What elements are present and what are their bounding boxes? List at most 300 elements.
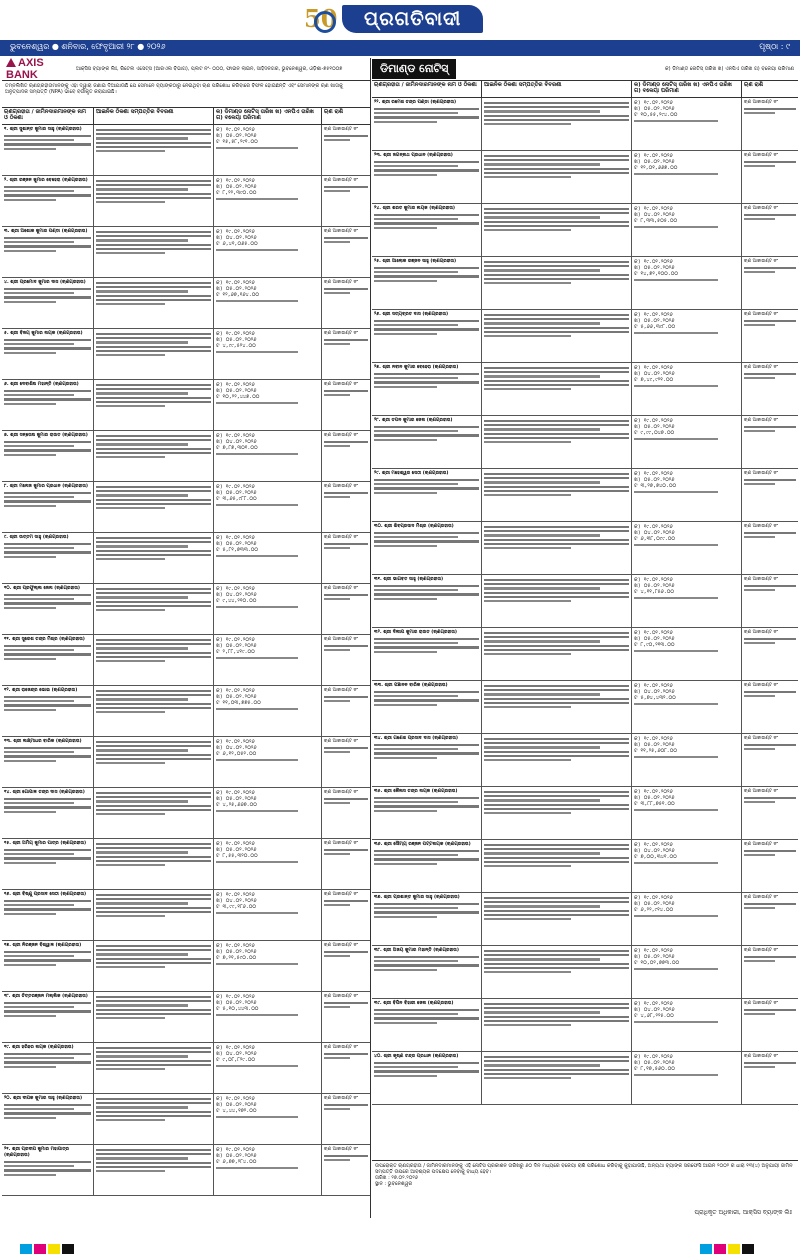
loan-account-label: ଋଣ ଆକାଉଣ୍ଟ ନଂ [324,841,358,846]
property-cell [482,257,632,309]
table-row [2,176,370,227]
due-amount: ଟ ୫,୬୬,୩୯୮.୦୦ [634,324,676,330]
table-row [372,628,798,681]
dates-cell [632,1052,742,1104]
borrower-name: ୫. ଶ୍ରୀ ବିଜୟ କୁମାର ନାୟକ (ଋଣଗ୍ରହୀତା) [4,331,83,336]
loan-account-label: ଋଣ ଆକାଉଣ୍ଟ ନଂ [324,382,358,387]
borrower-cell [2,482,94,532]
borrower-cell [372,999,482,1051]
borrower-name: ୧୨. ଶ୍ରୀ ରାଜେନ୍ଦ୍ର ଭୋଇ (ଋଣଗ୍ରହୀତା) [4,688,78,693]
due-amount: ଟ ୩,୯୯,୧୮୬.୦୦ [216,904,257,910]
borrower-cell [2,584,94,634]
right-header-dates: କ) ଡିମାଣ୍ଡ ନୋଟିସ୍ ତାରିଖ ଖ) ଏନପିଏ ତାରିଖ ଗ) ବକେୟା ପରିମାଣ [664,66,794,72]
table-row [2,482,370,533]
npa-date: ଖ) ୦୪.୦୨.୨୦୨୬ [216,1051,257,1057]
due-amount: ଟ ୮,୨୨,୩୯୦.୦୦ [216,190,257,196]
due-amount: ଟ ୬,୭୭,୨୮୪.୦୦ [216,1159,257,1165]
due-amount: ଟ ୧୧,୦୩,୭୭୫.୦୦ [216,700,261,706]
table-row [372,363,798,416]
dates-cell [632,734,742,786]
loan-cell [322,482,370,532]
header-borrower: ଋଣଗ୍ରହୀତା / ଜାମିନଦାରମାନଙ୍କ ନାମ ଓ ଠିକଣା [2,108,94,124]
npa-date: ଖ) ୦୪.୦୨.୨୦୨୬ [216,235,257,241]
dates-cell [632,681,742,733]
borrower-cell [2,380,94,430]
loan-account-label: ଋଣ ଆକାଉଣ୍ଟ ନଂ [744,100,778,105]
loan-account-label: ଋଣ ଆକାଉଣ୍ଟ ନଂ [744,895,778,900]
color-swatch [20,1244,32,1254]
due-amount: ଟ ୯,୯୯,୦୪୭.୦୦ [634,430,675,436]
notice-date: କ) ୧୯.୦୨.୨୦୨୬ [634,1001,673,1007]
npa-date: ଖ) ୦୫.୦୨.୨୦୨୬ [216,286,257,292]
borrower-name: ୩୭. ଶ୍ରୀ ପ୍ରଶାନ୍ତ କୁମାର ସାହୁ (ଋଣଗ୍ରହୀତା) [374,895,460,900]
property-cell [94,1094,214,1144]
loan-cell [322,125,370,175]
npa-date: ଖ) ୦୫.୦୨.୨୦୨୬ [216,847,257,853]
due-amount: ଟ ୭,୮୭,୩୦୧.୦୦ [216,445,258,451]
notice-date: କ) ୧୯.୦୨.୨୦୨୬ [216,178,255,184]
dates-cell [632,787,742,839]
npa-date: ଖ) ୦୫.୦୨.୨୦୨୬ [634,1060,675,1066]
table-row [372,575,798,628]
notice-date: କ) ୧୯.୦୨.୨୦୨୬ [216,484,255,490]
loan-cell [322,584,370,634]
notice-date: କ) ୧୯.୦୨.୨୦୨୬ [634,789,673,795]
npa-date: ଖ) ୦୪.୦୨.୨୦୨୬ [216,439,257,445]
dates-cell [214,1043,322,1093]
borrower-cell [372,787,482,839]
npa-date: ଖ) ୦୫.୦୨.୨୦୨୬ [216,184,257,190]
due-amount: ଟ ୬,୨୨,୯୧୪.୦୦ [634,907,674,913]
table-row [2,737,370,788]
loan-cell [322,992,370,1042]
table-row [372,522,798,575]
notice-date: କ) ୧୯.୦୨.୨୦୨୬ [634,524,673,530]
notice-date: କ) ୧୯.୦୨.୨୦୨୬ [216,637,255,643]
npa-date: ଖ) ୦୪.୦୨.୨୦୨୬ [634,1007,675,1013]
property-cell [94,278,214,328]
borrower-name: ୨୨. ଶ୍ରୀ ରମେଶ ଚନ୍ଦ୍ର ପଣ୍ଡା (ଋଣଗ୍ରହୀତା) [374,100,457,105]
borrower-name: ୭. ଶ୍ରୀ ସନ୍ତୋଷ କୁମାର ରାଉତ (ଋଣଗ୍ରହୀତା) [4,433,88,438]
table-row [2,380,370,431]
borrower-name: ୯. ଶ୍ରୀ ଉତ୍ତମ ସାହୁ (ଋଣଗ୍ରହୀତା) [4,535,69,540]
borrower-name: ୧୫. ଶ୍ରୀ ଅମିୟ କୁମାର ପାତ୍ର (ଋଣଗ୍ରହୀତା) [4,841,87,846]
due-amount: ଟ ୭,୨୧,୫୯୦.୦୦ [216,955,257,961]
loan-cell [322,278,370,328]
due-amount: ଟ ୭,୦୦,୩୪୧.୦୦ [634,854,677,860]
loan-cell [742,946,798,998]
borrower-cell [2,125,94,175]
borrower-cell [372,522,482,574]
loan-account-label: ଋଣ ଆକାଉଣ୍ଟ ନଂ [744,736,778,741]
dateline-bar [0,40,800,56]
dates-cell [214,431,322,481]
npa-date: ଖ) ୦୫.୦୨.୨୦୨୬ [634,954,675,960]
borrower-name: ୨୫. ଶ୍ରୀ ଆଲୋକ ରଞ୍ଜନ ସାହୁ (ଋଣଗ୍ରହୀତା) [374,259,457,264]
property-cell [94,737,214,787]
table-row [2,1094,370,1145]
borrower-cell [372,1052,482,1104]
footer-text: ଉପରୋକ୍ତ ଋଣଗ୍ରହୀତା / ଜାମିନଦାରମାନଙ୍କୁ ଏହି ନୋଟିସ ପ୍ରକାଶନ ତାରିଖରୁ ୬୦ ଦିନ ମଧ୍ୟରେ ବକେୟା ରାଶି ପରିଶୋଧ କରିବାକୁ କୁହାଯାଉଛି, ଅନ୍ୟଥା ବ୍ୟାଙ୍କ ସରଫେସି ଆଇନ ୨୦୦୨ ର ଧାରା ୧୩(୪) ଅନୁଯାୟୀ ଜାମିନ ସମ୍ପତ୍ତି ଉପରେ ଆବଶ୍ୟକ ପଦକ୍ଷେପ ନେବାକୁ ବାଧ୍ୟ ହେବ। [375,1163,793,1175]
print-color-bar [0,1238,800,1260]
property-cell [94,533,214,583]
loan-account-label: ଋଣ ଆକାଉଣ୍ଟ ନଂ [324,1096,358,1101]
loan-account-label: ଋଣ ଆକାଉଣ୍ଟ ନଂ [744,630,778,635]
borrower-name: ୩୩. ଶ୍ରୀ ପଞ୍ଚାନନ ବାରିକ (ଋଣଗ୍ରହୀତା) [374,683,448,688]
loan-account-label: ଋଣ ଆକାଉଣ୍ଟ ନଂ [744,418,778,423]
dates-cell [632,893,742,945]
notice-date: କ) ୧୯.୦୨.୨୦୨୬ [634,206,673,212]
loan-cell [322,737,370,787]
borrower-cell [372,98,482,150]
anniversary-50-logo [300,2,336,36]
dates-cell [214,1094,322,1144]
loan-cell [742,310,798,362]
npa-date: ଖ) ୦୫.୦୨.୨୦୨୬ [216,541,257,547]
loan-account-label: ଋଣ ଆକାଉଣ୍ଟ ନଂ [324,892,358,897]
due-amount: ଟ ୧୦,୦୨,୭୭୩.୦୦ [634,960,680,966]
dates-cell [632,469,742,521]
loan-account-label: ଋଣ ଆକାଉଣ୍ଟ ନଂ [744,206,778,211]
table-row [2,941,370,992]
loan-account-label: ଋଣ ଆକାଉଣ୍ଟ ନଂ [744,259,778,264]
notice-date: କ) ୧୯.୦୨.୨୦୨୬ [634,948,673,954]
color-swatch [714,1244,726,1254]
npa-date: ଖ) ୦୫.୦୨.୨୦୨୬ [216,643,257,649]
due-amount: ଟ ୮,୯୦,୨୧୩.୦୦ [634,642,675,648]
borrower-name: ୧୮. ଶ୍ରୀ ଚିତ୍ତରଞ୍ଜନ ମଲ୍ଲିକ (ଋଣଗ୍ରହୀତା) [4,994,88,999]
loan-account-label: ଋଣ ଆକାଉଣ୍ଟ ନଂ [744,153,778,158]
loan-cell [742,734,798,786]
table-row [372,946,798,999]
table-row [372,999,798,1052]
dates-cell [214,482,322,532]
table-row [372,681,798,734]
dates-cell [632,946,742,998]
due-amount: ଟ ୧୧,୨୫,୬୦୮.୦୦ [634,748,677,754]
header-loan: ଋଣ ରାଶି [324,109,343,115]
npa-date: ଖ) ୦୫.୦୨.୨୦୨୬ [634,795,675,801]
borrower-cell [372,469,482,521]
borrower-cell [2,431,94,481]
npa-date: ଖ) ୦୪.୦୨.୨୦୨୬ [634,530,675,536]
notice-date: କ) ୧୯.୦୨.୨୦୨୬ [634,1054,673,1060]
color-swatch [48,1244,60,1254]
header-dates: କ) ଡିମାଣ୍ଡ ନୋଟିସ୍ ତାରିଖ ଖ) ଏନପିଏ ତାରିଖ ଗ) ବକେୟା ପରିମାଣ [214,108,322,124]
table-row [2,890,370,941]
dates-cell [214,839,322,889]
borrower-name: ୧୯. ଶ୍ରୀ ହରିହର ନାୟକ (ଋଣଗ୍ରହୀତା) [4,1045,74,1050]
property-cell [94,1043,214,1093]
right-header-borrower: ଋଣଗ୍ରହୀତା / ଜାମିନଦାରମାନଙ୍କ ନାମ ଓ ଠିକଣା [372,81,482,97]
dates-cell [632,257,742,309]
loan-cell [742,999,798,1051]
due-amount: ଟ ୧୨,୦୧,୬୬୭.୦୦ [634,165,678,171]
dates-cell [214,890,322,940]
loan-account-label: ଋଣ ଆକାଉଣ୍ଟ ନଂ [324,178,358,183]
due-amount: ଟ ୧୫,୫୮,୨୯୧.୦୦ [216,139,258,145]
loan-cell [322,1043,370,1093]
npa-date: ଖ) ୦୫.୦୨.୨୦୨୬ [634,265,675,271]
borrower-name: ୨୪. ଶ୍ରୀ ଶରତ କୁମାର ନାୟକ (ଋଣଗ୍ରହୀତା) [374,206,456,211]
notice-date: କ) ୧୯.୦୨.୨୦୨୬ [216,892,255,898]
notice-date: କ) ୧୯.୦୨.୨୦୨୬ [634,630,673,636]
property-cell [94,584,214,634]
due-amount: ଟ ୩,୬୫,୯୮୮.୦୦ [216,496,257,502]
dates-cell [214,278,322,328]
borrower-name: ୨୧. ଶ୍ରୀ ପ୍ରଦୀପ କୁମାର ମହାପାତ୍ର (ଋଣଗ୍ରହୀତା) [4,1147,70,1158]
due-amount: ଟ ୧୪,୭୨,୧୦୦.୦୦ [634,271,678,277]
dates-cell [214,1145,322,1195]
npa-date: ଖ) ୦୪.୦୨.୨୦୨୬ [634,848,675,854]
table-row [2,635,370,686]
dates-cell [214,176,322,226]
dateline: ଭୁବନେଶ୍ୱର ● ଶନିବାର, ଫେବୃଆରୀ ୨୮ ● ୨୦୨୬ [10,42,166,51]
loan-account-label: ଋଣ ଆକାଉଣ୍ଟ ନଂ [744,577,778,582]
loan-account-label: ଋଣ ଆକାଉଣ୍ଟ ନଂ [324,484,358,489]
newspaper-title: ପ୍ରଗତିବାଦୀ [342,5,483,33]
borrower-name: ୪. ଶ୍ରୀ ପ୍ରମୋଦ କୁମାର ଦାସ (ଋଣଗ୍ରହୀତା) [4,280,86,285]
dates-cell [632,416,742,468]
property-cell [482,151,632,203]
right-table-body [372,98,798,1105]
loan-cell [742,522,798,574]
dates-cell [214,737,322,787]
borrower-name: ୧୧. ଶ୍ରୀ ସୁରେଶ ଚନ୍ଦ୍ର ମିଶ୍ର (ଋଣଗ୍ରହୀତା) [4,637,85,642]
borrower-cell [372,893,482,945]
dates-cell [214,125,322,175]
loan-cell [742,151,798,203]
loan-account-label: ଋଣ ଆକାଉଣ୍ଟ ନଂ [324,229,358,234]
property-cell [94,1145,214,1195]
bank-address: ଆକ୍ସିସ ବ୍ୟାଙ୍କ ଲିଃ, ରିଟେଲ ଏସେଟ୍ସ (ଆରଏଲ ବିଭାଗ), ପ୍ଲଟ ନଂ- ୦୦୦, ଫାଇନ ଲାଇନ, ସାହିଦନଗର, ଭୁବନେଶ୍ୱର, ଓଡ଼ିଶା-୭୫୧୦୦୭ [76,66,343,72]
loan-cell [322,635,370,685]
npa-date: ଖ) ୦୪.୦୨.୨୦୨୬ [634,689,675,695]
loan-cell [322,1094,370,1144]
right-header-dates2: କ) ଡିମାଣ୍ଡ ନୋଟିସ୍ ତାରିଖ ଖ) ଏନପିଏ ତାରିଖ ଗ) ବକେୟା ପରିମାଣ [632,81,742,97]
loan-cell [322,686,370,736]
right-header-property: ଆଇନିକ ଠିକଣା ସମ୍ପତ୍ତିର ବିବରଣୀ [482,81,632,97]
dates-cell [214,227,322,277]
borrower-name: ୩୨. ଶ୍ରୀ ଦିଲୀପ କୁମାର ରାଉତ (ଋଣଗ୍ରହୀତା) [374,630,457,635]
dates-cell [214,584,322,634]
table-row [372,787,798,840]
borrower-cell [2,992,94,1042]
notice-date: କ) ୧୯.୦୨.୨୦୨୬ [216,994,255,1000]
due-amount: ଟ ୬,୩୮,୦୯୯.୦୦ [634,536,676,542]
notice-date: କ) ୧୯.୦୨.୨୦୨୬ [216,229,255,235]
notice-date: କ) ୧୯.୦୨.୨୦୨୬ [216,1096,255,1102]
property-cell [482,946,632,998]
npa-date: ଖ) ୦୫.୦୨.୨୦୨୬ [216,1000,257,1006]
borrower-name: ୨. ଶ୍ରୀ ରଞ୍ଜନ କୁମାର ବେହେରା (ଋଣଗ୍ରହୀତା) [4,178,88,183]
borrower-cell [372,310,482,362]
due-amount: ଟ ୩,୮୮,୭୫୧.୦୦ [634,801,675,807]
bank-header [2,58,370,81]
notice-date: କ) ୧୯.୦୨.୨୦୨୬ [634,842,673,848]
npa-date: ଖ) ୦୫.୦୨.୨୦୨୬ [634,106,675,112]
due-amount: ଟ ୪,୯୯,୫୨୪.୦୦ [216,343,256,349]
right-column [372,58,798,1218]
property-cell [94,380,214,430]
npa-date: ଖ) ୦୫.୦୨.୨୦୨୬ [216,337,257,343]
anniversary-number: 50 [304,4,338,33]
property-cell [482,575,632,627]
footer-date: ତାରିଖ : ୨୭.୦୨.୨୦୨୬ [375,1175,418,1181]
dates-cell [632,999,742,1051]
dates-cell [214,941,322,991]
loan-cell [322,788,370,838]
dates-cell [632,98,742,150]
table-row [372,469,798,522]
due-amount: ଟ ୧୦,୫୫,୨୯୪.୦୦ [634,112,678,118]
table-row [372,734,798,787]
property-cell [94,992,214,1042]
borrower-cell [372,840,482,892]
loan-account-label: ଋଣ ଆକାଉଣ୍ଟ ନଂ [324,127,358,132]
due-amount: ଟ ୭,୪୯,୯୨୧.୦୦ [634,377,674,383]
color-swatch [700,1244,712,1254]
dates-cell [214,329,322,379]
loan-cell [322,431,370,481]
loan-account-label: ଋଣ ଆକାଉଣ୍ଟ ନଂ [324,790,358,795]
borrower-cell [372,257,482,309]
table-row [2,431,370,482]
borrower-cell [2,941,94,991]
table-row [2,278,370,329]
borrower-cell [372,416,482,468]
loan-account-label: ଋଣ ଆକାଉଣ୍ଟ ନଂ [744,1001,778,1006]
table-row [372,204,798,257]
due-amount: ଟ ୩,୨୭,୭୪୦.୦୦ [634,483,677,489]
due-amount: ଟ ୯,୪୪,୨୧୦.୦୦ [216,598,257,604]
npa-date: ଖ) ୦୫.୦୨.୨୦୨୬ [634,159,675,165]
notice-date: କ) ୧୯.୦୨.୨୦୨୬ [634,471,673,477]
notice-date: କ) ୧୯.୦୨.୨୦୨୬ [216,841,255,847]
loan-cell [742,416,798,468]
property-cell [482,893,632,945]
notice-date: କ) ୧୯.୦୨.୨୦୨୬ [634,153,673,159]
notice-date: କ) ୧୯.୦୨.୨୦୨୬ [216,433,255,439]
page-number: ପୃଷ୍ଠା : ୯ [759,42,790,51]
footer-place: ସ୍ଥାନ : ଭୁବନେଶ୍ୱର [375,1181,413,1187]
property-cell [482,98,632,150]
notice-date: କ) ୧୯.୦୨.୨୦୨୬ [634,577,673,583]
property-cell [94,941,214,991]
npa-date: ଖ) ୦୫.୦୨.୨୦୨୬ [634,636,675,642]
borrower-name: ୧୭. ଶ୍ରୀ ନିରଞ୍ଜନ ବିଶ୍ୱାଳ (ଋଣଗ୍ରହୀତା) [4,943,82,948]
property-cell [94,227,214,277]
table-header [2,108,370,125]
loan-cell [322,533,370,583]
left-table-body [2,125,370,1196]
property-cell [482,416,632,468]
borrower-cell [372,946,482,998]
property-cell [94,686,214,736]
table-row [2,227,370,278]
axis-bank-logo: AXIS BANK [6,57,44,81]
due-amount: ଟ ୬,୧୨,୦୫୨.୦୦ [216,751,257,757]
property-cell [94,839,214,889]
notice-date: କ) ୧୯.୦୨.୨୦୨୬ [634,683,673,689]
footer-signature: ପ୍ରାଧିକୃତ ଅଧିକାରୀ, ଆକ୍ସିସ ବ୍ୟାଙ୍କ ଲିଃ [694,1209,792,1216]
due-amount: ଟ ୮,୩୩,୫୦୫.୦୦ [634,218,678,224]
due-amount: ଟ ୯,୦୮,୮୨୯.୦୦ [216,1057,256,1063]
borrower-name: ୨୮. ଶ୍ରୀ ତପନ କୁମାର ଜେନା (ଋଣଗ୍ରହୀତା) [374,418,453,423]
loan-cell [742,787,798,839]
notice-date: କ) ୧୯.୦୨.୨୦୨୬ [216,280,255,286]
loan-account-label: ଋଣ ଆକାଉଣ୍ଟ ନଂ [744,842,778,847]
borrower-name: ୧୬. ଶ୍ରୀ ବିଷ୍ଣୁ ପ୍ରସାଦ ସେଠୀ (ଋଣଗ୍ରହୀତା) [4,892,87,897]
due-amount: ଟ ୫,୧୦,୪୪୩.୦୦ [216,1006,259,1012]
table-row [372,257,798,310]
npa-date: ଖ) ୦୪.୦୨.୨୦୨୬ [634,212,675,218]
loan-account-label: ଋଣ ଆକାଉଣ୍ଟ ନଂ [744,948,778,953]
loan-cell [742,98,798,150]
borrower-name: ୩୧. ଶ୍ରୀ ଭାଗବତ ସାହୁ (ଋଣଗ୍ରହୀତା) [374,577,444,582]
table-row [2,788,370,839]
property-cell [482,204,632,256]
property-cell [482,681,632,733]
due-amount: ଟ ୧୨,୬୭,୧୬୪.୦୦ [216,292,259,298]
npa-date: ଖ) ୦୪.୦୨.୨୦୨୬ [216,745,257,751]
borrower-name: ୨୯. ଶ୍ରୀ ମହେଶ୍ୱର ସେଠୀ (ଋଣଗ୍ରହୀତା) [374,471,449,476]
borrower-name: ୩୯. ଶ୍ରୀ ବିପିନ ବିହାରୀ ଜେନା (ଋଣଗ୍ରହୀତା) [374,1001,454,1006]
table-row [372,151,798,204]
property-cell [94,482,214,532]
dates-cell [214,686,322,736]
table-row [2,1043,370,1094]
notice-date: କ) ୧୯.୦୨.୨୦୨୬ [216,790,255,796]
notice-date: କ) ୧୯.୦୨.୨୦୨୬ [216,127,255,133]
borrower-cell [372,151,482,203]
dates-cell [632,840,742,892]
property-cell [482,840,632,892]
borrower-name: ୩୦. ଶ୍ରୀ ଶିବପ୍ରସାଦ ମିଶ୍ର (ଋଣଗ୍ରହୀତା) [374,524,454,529]
due-amount: ଟ ୫,୮୧,୭୩୩.୦୦ [216,547,259,553]
notice-date: କ) ୧୯.୦୨.୨୦୨୬ [216,535,255,541]
borrower-name: ୧୦. ଶ୍ରୀ ପ୍ରଫୁଲ୍ଲ ଜେନା (ଋଣଗ୍ରହୀତା) [4,586,80,591]
borrower-cell [2,1094,94,1144]
notice-date: କ) ୧୯.୦୨.୨୦୨୬ [216,1045,255,1051]
borrower-cell [2,1043,94,1093]
dates-cell [632,522,742,574]
color-swatch [728,1244,740,1254]
property-cell [94,329,214,379]
borrower-cell [2,890,94,940]
notice-date: କ) ୧୯.୦୨.୨୦୨୬ [216,382,255,388]
loan-cell [742,204,798,256]
due-amount: ଟ ୪,୧୧,୮୫୬.୦୦ [634,589,675,595]
property-cell [94,125,214,175]
due-amount: ଟ ୫,୭୪,୪୩୨.୦୦ [634,695,676,701]
borrower-cell [2,686,94,736]
borrower-name: ୩୪. ଶ୍ରୀ ଗଣେଶ ପ୍ରସାଦ ଦାସ (ଋଣଗ୍ରହୀତା) [374,736,458,741]
borrower-cell [372,575,482,627]
notice-date: କ) ୧୯.୦୨.୨୦୨୬ [634,736,673,742]
property-cell [482,787,632,839]
npa-date: ଖ) ୦୫.୦୨.୨୦୨୬ [634,477,675,483]
notice-date: କ) ୧୯.୦୨.୨୦୨୬ [216,586,255,592]
loan-cell [322,1145,370,1195]
notice-date: କ) ୧୯.୦୨.୨୦୨୬ [634,418,673,424]
npa-date: ଖ) ୦୪.୦୨.୨୦୨୬ [634,371,675,377]
npa-date: ଖ) ୦୫.୦୨.୨୦୨୬ [216,694,257,700]
table-row [372,840,798,893]
notice-date: କ) ୧୯.୦୨.୨୦୨୬ [216,943,255,949]
borrower-name: ୧୩. ଶ୍ରୀ ଲକ୍ଷ୍ମୀଧର ବାରିକ (ଋଣଗ୍ରହୀତା) [4,739,82,744]
property-cell [482,734,632,786]
